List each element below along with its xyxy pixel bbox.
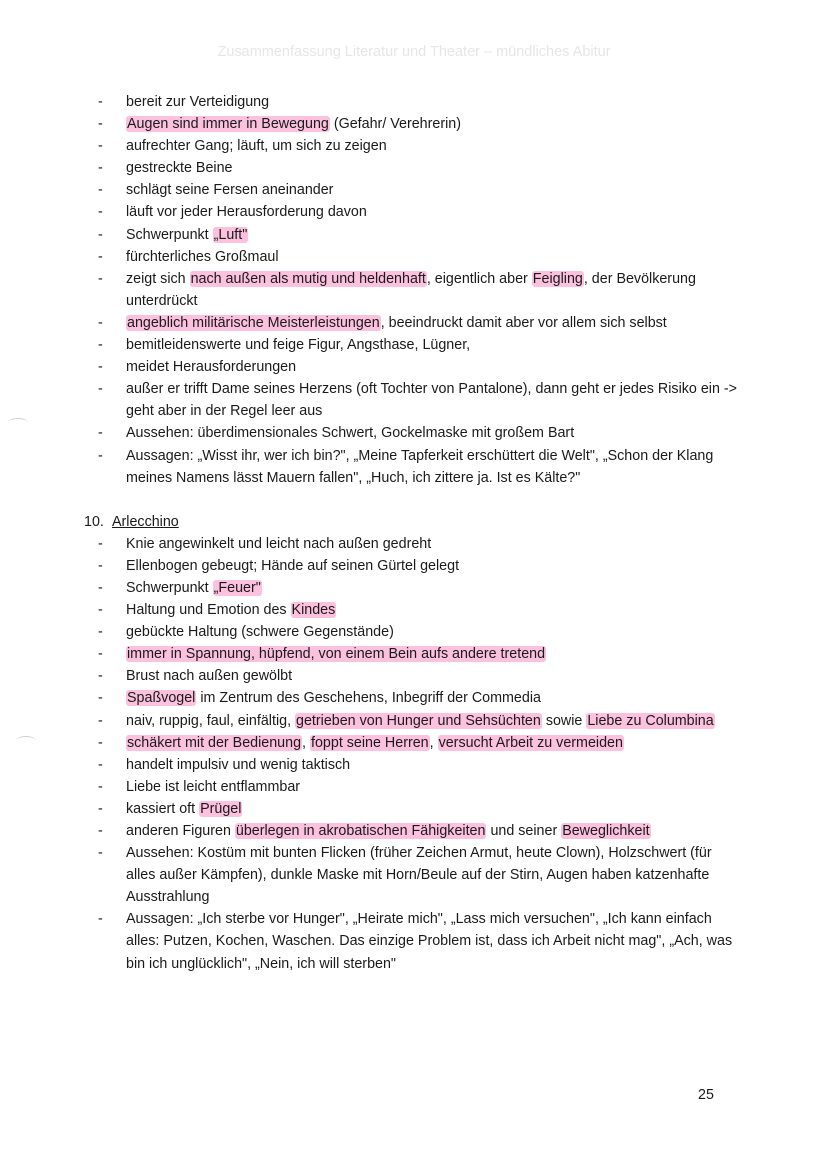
item-text: aufrechter Gang; läuft, um sich zu zeigen xyxy=(126,138,387,155)
highlighted-text: foppt seine Herren xyxy=(311,734,429,751)
item-text: außer er trifft Dame seines Herzens (oft Tochter von Pantalone), dann geht er jedes Risiko ein -> geht aber in der Regel leer aus xyxy=(126,381,737,420)
margin-mark xyxy=(16,736,36,745)
section-heading-arlecchino xyxy=(84,511,738,533)
bullet-dash: - xyxy=(98,94,103,110)
item-text: (Gefahr/ Verehrerin) xyxy=(329,116,461,133)
item-text: , xyxy=(302,734,310,751)
list-item xyxy=(98,201,738,223)
bullet-dash: - xyxy=(98,845,103,862)
highlighted-text: überlegen in akrobatischen Fähigkeiten xyxy=(235,823,486,839)
bullet-dash: - xyxy=(98,182,103,199)
item-text: läuft vor jeder Herausforderung davon xyxy=(126,204,367,221)
item-text: Schwerpunkt xyxy=(126,579,213,596)
list-item xyxy=(98,224,738,246)
list-item xyxy=(98,555,738,577)
item-text: anderen Figuren xyxy=(126,823,235,839)
item-text: , der Bevölkerung unterdrückt xyxy=(126,270,696,309)
bullet-dash: - xyxy=(98,248,103,265)
highlighted-text: versucht Arbeit zu vermeiden xyxy=(438,734,623,751)
bullet-dash: - xyxy=(98,778,103,795)
highlighted-text: Prügel xyxy=(200,800,242,817)
item-text: im Zentrum des Geschehens, Inbegriff der Commedia xyxy=(196,690,541,707)
bullet-dash: - xyxy=(98,314,103,331)
bullet-dash: - xyxy=(98,425,103,442)
bullet-dash: - xyxy=(98,668,103,685)
list-item xyxy=(98,422,738,444)
highlighted-text: immer in Spannung, hüpfend, von einem Bein aufs andere tretend xyxy=(127,646,546,663)
highlighted-text: Beweglichkeit xyxy=(562,823,650,839)
bullet-dash: - xyxy=(98,823,103,839)
item-text: Liebe ist leicht entflammbar xyxy=(126,778,301,795)
bullet-dash: - xyxy=(98,359,103,376)
bullet-dash: - xyxy=(98,116,103,133)
list-item xyxy=(98,91,738,113)
bullet-dash: - xyxy=(98,756,103,773)
item-text: naiv, ruppig, faul, einfältig, xyxy=(126,712,296,729)
highlighted-text: Feigling xyxy=(532,270,583,287)
item-text: fürchterliches Großmaul xyxy=(126,248,279,265)
list-item xyxy=(98,533,738,555)
list-item xyxy=(98,732,738,754)
bullet-dash: - xyxy=(98,337,103,354)
item-text: , eigentlich aber xyxy=(426,270,532,287)
bullet-dash: - xyxy=(98,138,103,155)
item-text: Ellenbogen gebeugt; Hände auf seinen Gürtel gelegt xyxy=(126,557,460,574)
page-header: Zusammenfassung Literatur und Theater – mündliches Abitur xyxy=(217,44,611,60)
bullet-dash: - xyxy=(98,270,103,287)
list-item xyxy=(98,334,738,356)
item-text: Aussehen: Kostüm mit bunten Flicken (früher Zeichen Armut, heute Clown), Holzschwert (für alles außer Kämpfen), dunkle Maske mit Horn/Beule auf der Stirn, Augen haben katzenhafte Ausstrahlung xyxy=(126,845,712,906)
item-text: gebückte Haltung (schwere Gegenstände) xyxy=(126,624,394,641)
page-number: 25 xyxy=(698,1087,714,1103)
item-text: Aussagen: „Ich sterbe vor Hunger", „Heirate mich", „Lass mich versuchen", „Ich kann einfach alles: Putzen, Kochen, Waschen. Das einzige Problem ist, dass ich Arbeit nicht mag", „Ach, was bin ich unglücklich", „Nein, ich will sterben" xyxy=(126,911,733,972)
item-text: Brust nach außen gewölbt xyxy=(126,668,293,685)
bullet-dash: - xyxy=(98,690,103,707)
bullet-dash: - xyxy=(98,712,103,729)
highlighted-text: Kindes xyxy=(291,602,336,619)
list-item xyxy=(98,157,738,179)
bullet-dash: - xyxy=(98,646,103,663)
item-text: bereit zur Verteidigung xyxy=(126,94,270,110)
list-item xyxy=(98,798,738,820)
list-item xyxy=(98,135,738,157)
arlecchino-bullet-list xyxy=(98,533,738,975)
list-item xyxy=(98,179,738,201)
bullet-dash: - xyxy=(98,911,103,928)
item-text: Aussehen: überdimensionales Schwert, Gockelmaske mit großem Bart xyxy=(126,425,575,442)
list-item xyxy=(98,754,738,776)
bullet-dash: - xyxy=(98,579,103,596)
list-item xyxy=(98,643,738,665)
section-number: 10. xyxy=(84,513,104,530)
bullet-dash: - xyxy=(98,602,103,619)
item-text: schlägt seine Fersen aneinander xyxy=(126,182,334,199)
list-item xyxy=(98,113,738,135)
list-item xyxy=(98,665,738,687)
bullet-dash: - xyxy=(98,226,103,243)
item-text: sowie xyxy=(541,712,587,729)
capitano-bullet-list xyxy=(98,91,738,489)
section-title: Arlecchino xyxy=(112,513,179,530)
bullet-dash: - xyxy=(98,557,103,574)
item-text: Knie angewinkelt und leicht nach außen gedreht xyxy=(126,535,432,552)
item-text: zeigt sich xyxy=(126,270,190,287)
list-item xyxy=(98,445,738,489)
bullet-dash: - xyxy=(98,160,103,177)
bullet-dash: - xyxy=(98,381,103,398)
highlighted-text: Augen sind immer in Bewegung xyxy=(127,116,329,133)
list-item xyxy=(98,577,738,599)
item-text: gestreckte Beine xyxy=(126,160,233,177)
bullet-dash: - xyxy=(98,800,103,817)
bullet-dash: - xyxy=(98,447,103,464)
highlighted-text: schäkert mit der Bedienung xyxy=(127,734,302,751)
list-item xyxy=(98,246,738,268)
list-item xyxy=(98,710,738,732)
list-item xyxy=(98,268,738,312)
margin-mark xyxy=(8,418,28,427)
list-item xyxy=(98,312,738,334)
list-item xyxy=(98,378,738,422)
item-text: und seiner xyxy=(486,823,562,839)
highlighted-text: Liebe zu Columbina xyxy=(587,712,714,729)
list-item xyxy=(98,687,738,709)
bullet-dash: - xyxy=(98,204,103,221)
list-item xyxy=(98,776,738,798)
item-text: handelt impulsiv und wenig taktisch xyxy=(126,756,351,773)
highlighted-text: „Feuer" xyxy=(213,579,261,596)
item-text: kassiert oft xyxy=(126,800,200,817)
bullet-dash: - xyxy=(98,734,103,751)
bullet-dash: - xyxy=(98,624,103,641)
item-text: Haltung und Emotion des xyxy=(126,602,291,619)
list-item xyxy=(98,356,738,378)
highlighted-text: nach außen als mutig und heldenhaft xyxy=(190,270,426,287)
item-text: Schwerpunkt xyxy=(126,226,213,243)
bullet-dash: - xyxy=(98,535,103,552)
highlighted-text: getrieben von Hunger und Sehsüchten xyxy=(296,712,541,729)
list-item xyxy=(98,908,738,974)
item-text: bemitleidenswerte und feige Figur, Angsthase, Lügner, xyxy=(126,337,471,354)
item-text: Aussagen: „Wisst ihr, wer ich bin?", „Meine Tapferkeit erschüttert die Welt", „Schon der Klang meines Namens lässt Mauern fallen", „Huch, ich zittere ja. Ist es Kälte?" xyxy=(126,447,714,486)
list-item xyxy=(98,842,738,908)
item-text: , beeindruckt damit aber vor allem sich selbst xyxy=(380,314,667,331)
highlighted-text: Spaßvogel xyxy=(127,690,196,707)
highlighted-text: angeblich militärische Meisterleistungen xyxy=(127,314,380,331)
list-item xyxy=(98,621,738,643)
item-text: meidet Herausforderungen xyxy=(126,359,297,376)
page-content xyxy=(84,91,738,975)
item-text: , xyxy=(429,734,438,751)
highlighted-text: „Luft" xyxy=(213,226,248,243)
list-item xyxy=(98,820,738,842)
list-item xyxy=(98,599,738,621)
